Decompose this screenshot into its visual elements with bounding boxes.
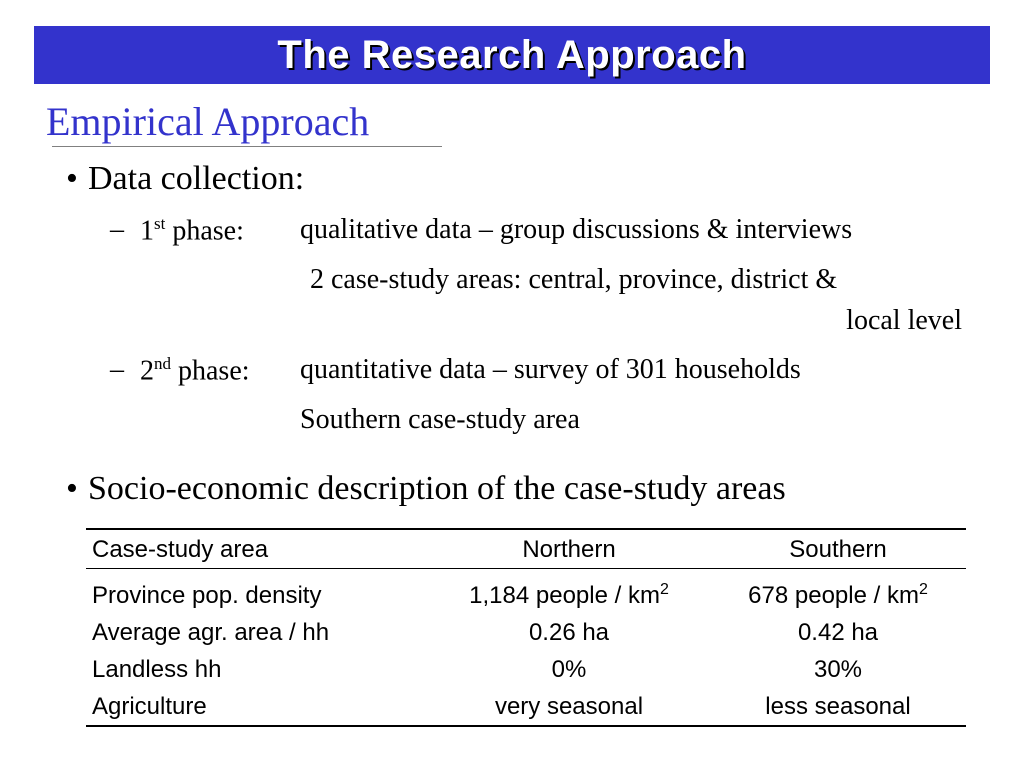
column-header-southern: Southern	[789, 536, 887, 563]
section-heading: Empirical Approach	[46, 99, 370, 144]
bullet-text: Socio-economic description of the case-study areas	[88, 470, 786, 507]
table-row	[86, 688, 966, 726]
bullet-data-collection	[66, 160, 304, 198]
column-header-northern: Northern	[522, 536, 616, 563]
phase-ordinal: st	[154, 214, 166, 233]
phase-1-label	[140, 214, 244, 247]
value-superscript: 2	[659, 581, 669, 598]
phase-suffix: phase:	[172, 215, 244, 247]
title-bar	[34, 26, 990, 84]
phase-ordinal: nd	[154, 354, 171, 373]
southern-value: less seasonal	[765, 692, 911, 720]
value-text: 678 people / km	[748, 582, 919, 609]
bullet-dot: •	[66, 160, 78, 197]
southern-value	[710, 569, 966, 615]
phase-dash: –	[110, 354, 124, 385]
southern-value: 0.42 ha	[797, 618, 879, 646]
phase-1-description: qualitative data – group discussions & interviews	[300, 214, 853, 245]
phase-1-areas-cont: local level	[846, 305, 962, 336]
case-study-table	[86, 528, 966, 727]
phase-2-row	[0, 354, 1024, 394]
bullet-text: Data collection:	[88, 160, 305, 197]
row-label: Province pop. density	[92, 581, 322, 609]
row-label: Average agr. area / hh	[92, 618, 330, 646]
phase-suffix: phase:	[178, 355, 250, 387]
value-superscript: 2	[918, 581, 928, 598]
slide-title: The Research Approach	[277, 32, 747, 77]
phase-1-areas: 2 case-study areas: central, province, district &	[310, 264, 838, 295]
phase-number: 1	[140, 215, 154, 247]
table-header-row	[86, 529, 966, 569]
phase-number: 2	[140, 355, 154, 387]
phase-2-area: Southern case-study area	[300, 404, 580, 435]
table-row	[86, 651, 966, 688]
bullet-socio-economic	[66, 470, 786, 508]
phase-dash: –	[110, 214, 124, 245]
southern-value: 30%	[813, 655, 863, 683]
phase-2-label	[140, 354, 250, 387]
northern-value: 0.26 ha	[528, 618, 610, 646]
row-label: Agriculture	[92, 692, 207, 720]
phase-2-description: quantitative data – survey of 301 households	[300, 354, 801, 385]
table-row	[86, 569, 966, 615]
heading-underline	[52, 146, 442, 147]
northern-value: 0%	[551, 655, 587, 683]
northern-value: very seasonal	[494, 692, 644, 720]
value-text: 1,184 people / km	[469, 582, 660, 609]
bullet-dot: •	[66, 470, 78, 507]
phase-1-row	[0, 214, 1024, 254]
column-header-area: Case-study area	[92, 536, 269, 563]
northern-value	[428, 569, 710, 615]
table-row	[86, 614, 966, 651]
row-label: Landless hh	[92, 655, 222, 683]
